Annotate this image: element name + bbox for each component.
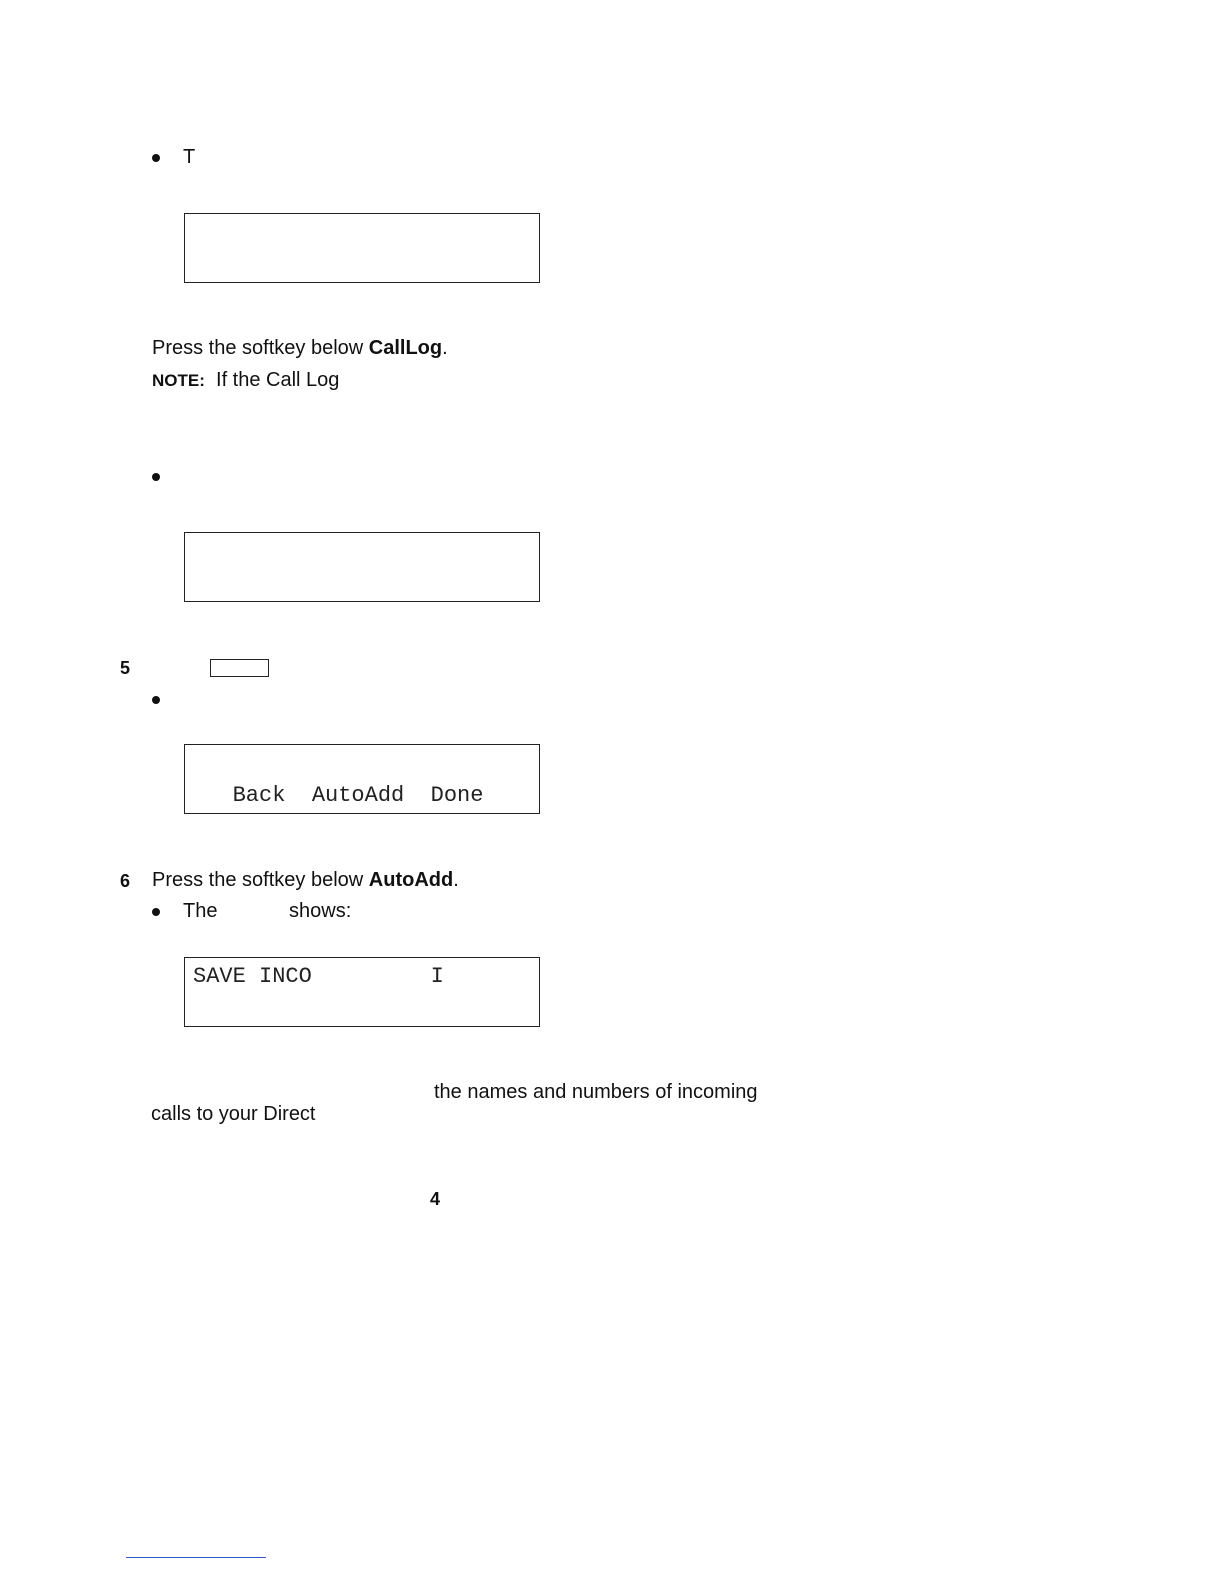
note-label: NOTE:	[152, 371, 205, 390]
phone-display-screen	[184, 532, 540, 602]
phone-display-screen	[184, 957, 540, 1027]
bullet-icon	[152, 696, 160, 704]
instruction-suffix: .	[453, 869, 459, 891]
link-underline[interactable]	[126, 1557, 266, 1558]
bullet-icon	[152, 154, 160, 162]
page-number: 4	[430, 1189, 441, 1209]
phone-display-screen	[184, 744, 540, 814]
step-number: 6	[120, 871, 131, 891]
bullet-text: T	[183, 146, 196, 168]
instruction-suffix: .	[442, 337, 448, 359]
instruction-prefix: Press the softkey below	[152, 869, 369, 891]
note-text: If the Call Log	[216, 369, 340, 391]
display-line-1: SAVE INCO I	[193, 964, 444, 989]
bullet-text-part-2: shows:	[289, 900, 352, 922]
paragraph-line-2: calls to your Direct	[151, 1103, 316, 1125]
phone-key-icon	[210, 659, 269, 677]
softkey-label: AutoAdd	[368, 869, 454, 891]
step-number: 5	[120, 658, 131, 678]
instruction-prefix: Press the softkey below	[152, 337, 369, 359]
display-softkey-labels: Back AutoAdd Done	[193, 783, 484, 808]
bullet-icon	[152, 908, 160, 916]
softkey-label: CallLog	[368, 337, 443, 359]
bullet-icon	[152, 473, 160, 481]
note	[152, 369, 339, 392]
bullet-text-part-1: The	[183, 900, 218, 922]
phone-display-screen	[184, 213, 540, 283]
paragraph-line-1: the names and numbers of incoming	[434, 1081, 758, 1103]
instruction-text	[152, 337, 448, 360]
instruction-text	[152, 869, 459, 892]
